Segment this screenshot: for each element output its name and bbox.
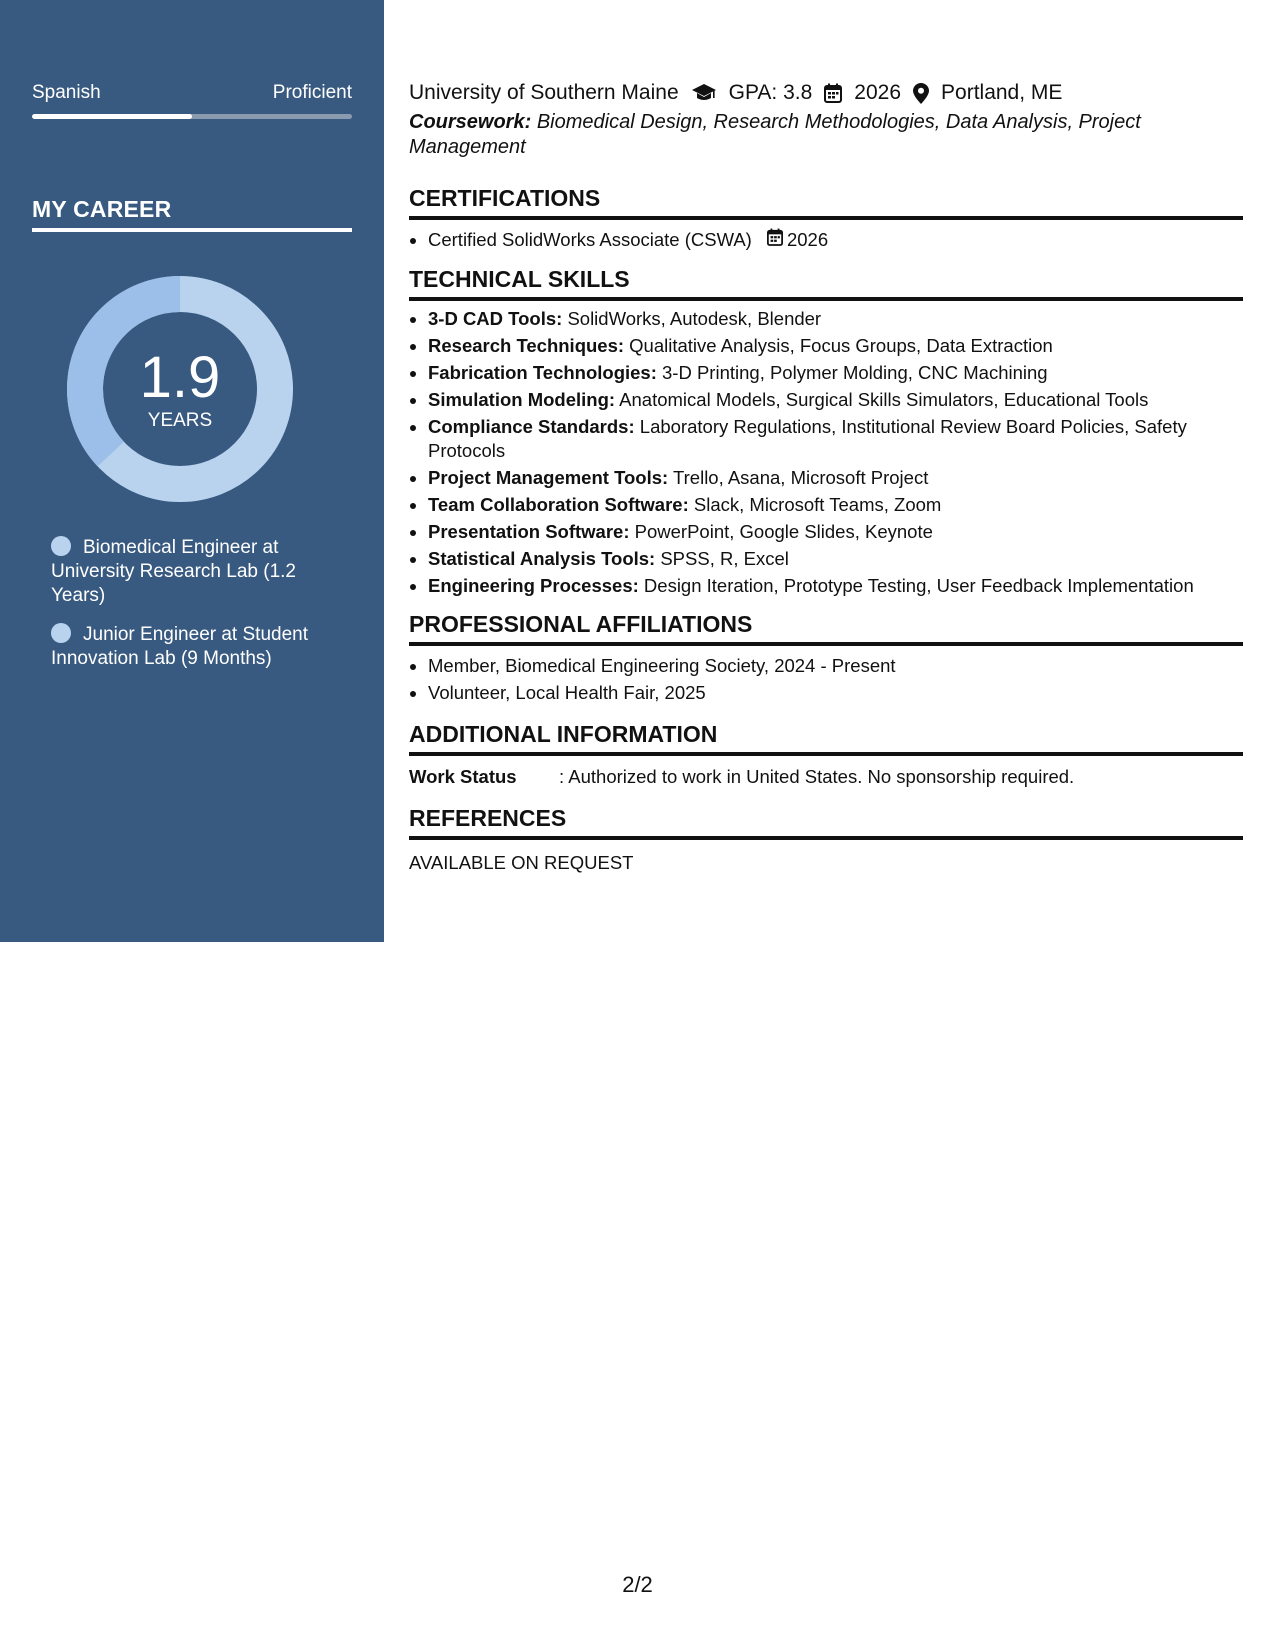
skill-value: Laboratory Regulations, Institutional Review Board Policies, Safety Protocols — [428, 416, 1187, 461]
career-item-text: Biomedical Engineer at University Research Lab (1.2 Years) — [51, 537, 296, 606]
skill-label: Compliance Standards: — [428, 416, 635, 437]
graduation-year: 2026 — [854, 81, 902, 104]
skill-item — [428, 466, 1243, 490]
skill-label: 3-D CAD Tools: — [428, 308, 563, 329]
skill-item — [428, 361, 1243, 385]
career-years-unit: YEARS — [147, 410, 213, 431]
language-row — [32, 82, 352, 104]
skill-value: Anatomical Models, Surgical Skills Simulators, Educational Tools — [619, 389, 1149, 410]
bullet-dot-icon — [51, 536, 71, 556]
certifications-list — [409, 226, 1243, 253]
skill-label: Team Collaboration Software: — [428, 494, 689, 515]
certification-date — [767, 226, 828, 253]
technical-skills-section — [409, 265, 1243, 598]
coursework — [409, 110, 1243, 160]
skill-label: Engineering Processes: — [428, 575, 639, 596]
coursework-list: Biomedical Design, Research Methodologies, Data Analysis, Project Management — [409, 111, 1141, 158]
section-title: CERTIFICATIONS — [409, 184, 1243, 220]
language-name: Spanish — [32, 82, 101, 103]
skill-label: Presentation Software: — [428, 521, 630, 542]
career-item — [51, 536, 341, 608]
skills-list — [409, 307, 1243, 598]
skill-item — [428, 547, 1243, 571]
school-name: University of Southern Maine — [409, 81, 679, 104]
section-title: ADDITIONAL INFORMATION — [409, 720, 1243, 756]
page-number: 2/2 — [622, 1572, 653, 1597]
certification-year: 2026 — [786, 229, 829, 250]
section-title: TECHNICAL SKILLS — [409, 265, 1243, 301]
skill-item — [428, 493, 1243, 517]
affiliations-list — [409, 652, 1243, 706]
career-title-rule — [32, 228, 352, 232]
language-level: Proficient — [272, 82, 352, 103]
references-text: AVAILABLE ON REQUEST — [409, 852, 634, 873]
location-pin-icon — [913, 83, 929, 104]
calendar-icon — [824, 83, 842, 103]
skill-value: SPSS, R, Excel — [660, 548, 789, 569]
location: Portland, ME — [941, 81, 1063, 104]
skill-label: Simulation Modeling: — [428, 389, 616, 410]
skill-value: Trello, Asana, Microsoft Project — [673, 467, 929, 488]
career-list — [51, 536, 341, 686]
skill-item — [428, 334, 1243, 358]
bullet-dot-icon — [51, 623, 71, 643]
career-section-title: MY CAREER — [32, 196, 172, 222]
skill-item — [428, 307, 1243, 331]
skill-item — [428, 415, 1243, 463]
gpa: GPA: 3.8 — [728, 81, 813, 104]
skill-value: Qualitative Analysis, Focus Groups, Data Extraction — [629, 335, 1053, 356]
career-item — [51, 623, 341, 671]
skill-label: Project Management Tools: — [428, 467, 669, 488]
references-section — [409, 804, 1243, 874]
affiliation-item: • Volunteer, Local Health Fair, 2025 — [428, 679, 1243, 706]
certification-name: Certified SolidWorks Associate (CSWA) — [428, 229, 752, 250]
affiliations-section — [409, 610, 1243, 706]
skill-item — [428, 388, 1243, 412]
language-proficiency-bar — [32, 114, 352, 119]
skill-value: Slack, Microsoft Teams, Zoom — [693, 494, 942, 515]
skill-value: Design Iteration, Prototype Testing, User Feedback Implementation — [643, 575, 1194, 596]
skill-label: Research Techniques: — [428, 335, 625, 356]
skill-value: PowerPoint, Google Slides, Keynote — [634, 521, 933, 542]
additional-info-section — [409, 720, 1243, 790]
skill-item — [428, 520, 1243, 544]
language-proficiency-fill — [32, 114, 192, 119]
certifications-section — [409, 184, 1243, 253]
graduation-cap-icon — [691, 83, 717, 103]
education-line — [409, 78, 1243, 108]
skill-value: 3-D Printing, Polymer Molding, CNC Machining — [662, 362, 1048, 383]
work-status-label: Work Status — [409, 766, 517, 787]
calendar-icon — [767, 226, 787, 253]
sidebar — [0, 0, 384, 942]
section-title: REFERENCES — [409, 804, 1243, 840]
skill-label: Statistical Analysis Tools: — [428, 548, 656, 569]
section-title: PROFESSIONAL AFFILIATIONS — [409, 610, 1243, 646]
coursework-label: Coursework: — [409, 111, 532, 133]
skill-item — [428, 574, 1243, 598]
skill-value: SolidWorks, Autodesk, Blender — [567, 308, 822, 329]
affiliation-item: • Member, Biomedical Engineering Society, 2024 - Present — [428, 652, 1243, 679]
career-years-value: 1.9 — [139, 345, 221, 410]
certification-item — [428, 226, 1243, 253]
skill-label: Fabrication Technologies: — [428, 362, 657, 383]
main-content — [409, 78, 1243, 874]
career-item-text: Junior Engineer at Student Innovation Lab (9 Months) — [51, 624, 308, 669]
work-status-value: : Authorized to work in United States. No sponsorship required. — [559, 766, 1075, 787]
work-status-row — [409, 764, 1243, 790]
